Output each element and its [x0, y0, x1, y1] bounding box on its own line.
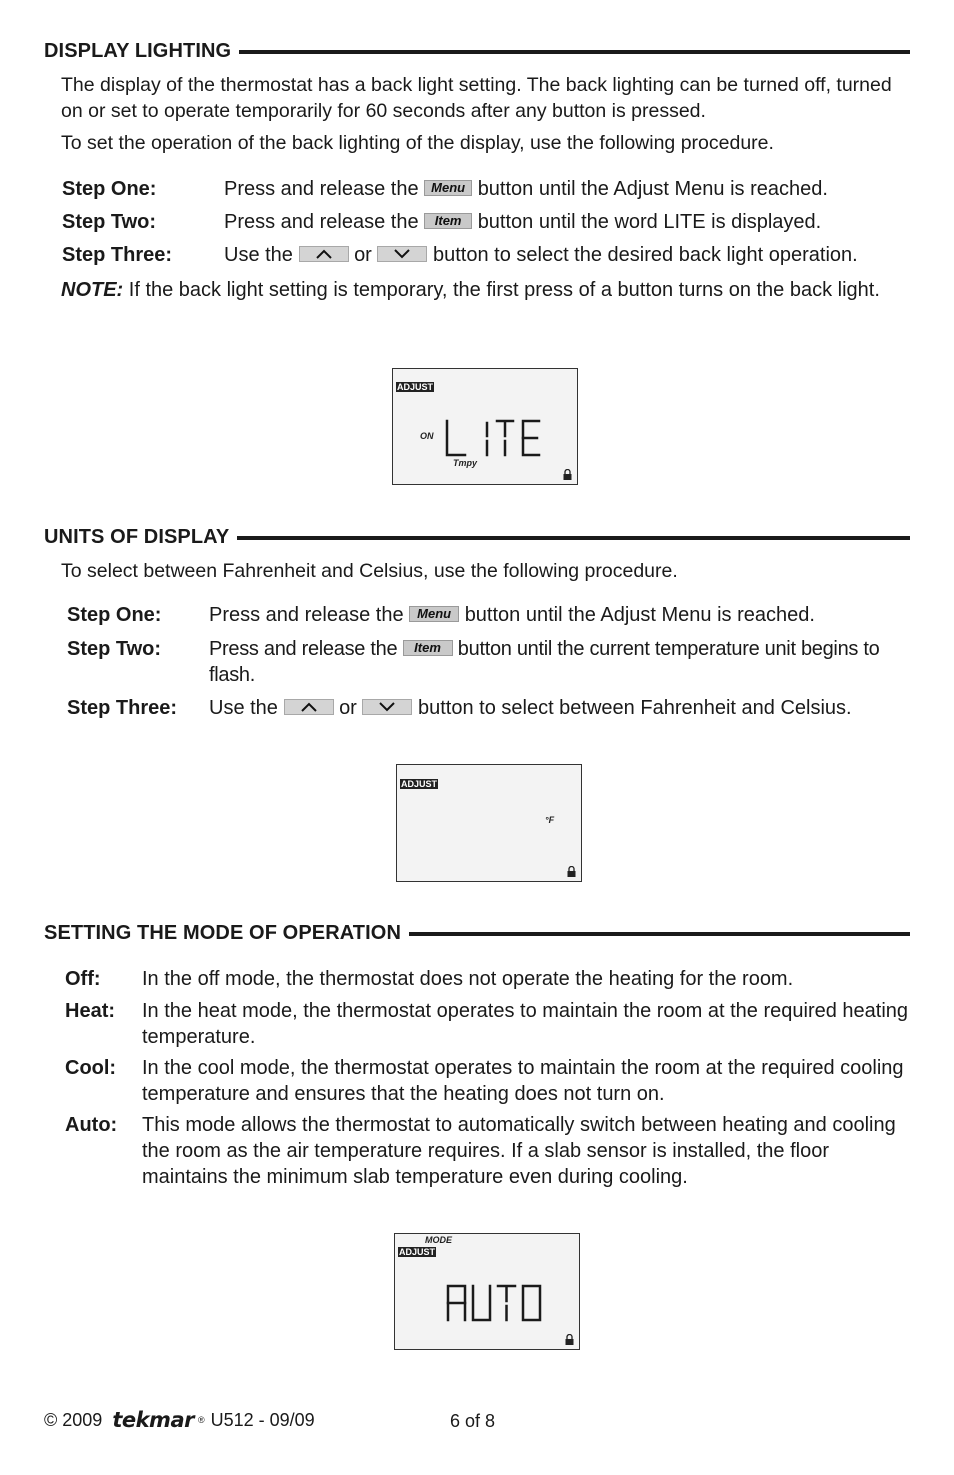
- step-text: [209, 695, 910, 721]
- step-text-pre: Press and release the: [224, 211, 419, 233]
- step-label: Step Three:: [62, 244, 173, 266]
- mode-cool: [65, 1055, 910, 1107]
- step-one: [62, 176, 910, 202]
- step-text-pre: Use the: [224, 244, 293, 266]
- item-key-icon: Item: [424, 213, 472, 229]
- paragraph: The display of the thermostat has a back light setting. The back lighting can be turned off, turned on or set to operate temporarily for 60 seconds after any button is pressed.: [61, 74, 892, 122]
- step-text-pre: Use the: [209, 697, 278, 719]
- step-text-post: button until the Adjust Menu is reached.: [464, 604, 815, 626]
- step-text-post: button until the current temperature unit begins to flash.: [209, 638, 880, 686]
- mode-label: Cool:: [65, 1057, 117, 1079]
- step-text-post: button until the Adjust Menu is reached.: [477, 178, 828, 200]
- step-two: [67, 636, 910, 688]
- step-one: [67, 602, 910, 628]
- paragraph: To select between Fahrenheit and Celsius, use the following procedure.: [61, 560, 678, 582]
- step-label: Step One:: [62, 178, 157, 200]
- auto-segment-text: [445, 1284, 545, 1322]
- down-arrow-key-icon: [362, 699, 412, 715]
- step-text: [224, 209, 910, 235]
- mode-text: In the off mode, the thermostat does not operate the heating for the room.: [142, 968, 794, 990]
- mode-auto: [65, 1112, 910, 1190]
- step-text: [224, 176, 910, 202]
- step-label: Step One:: [67, 604, 162, 626]
- step-text: [224, 242, 914, 268]
- step-label: Step Three:: [67, 697, 178, 719]
- step-label: Step Two:: [62, 211, 157, 233]
- footer: [44, 1408, 315, 1432]
- mode-label: Auto:: [65, 1114, 118, 1136]
- lock-icon: [567, 866, 576, 877]
- step-text-pre: Press and release the: [224, 178, 419, 200]
- step-text-post: button to select the desired back light operation.: [432, 244, 858, 266]
- copyright: © 2009: [44, 1409, 103, 1430]
- note: [61, 277, 910, 303]
- step-text-post: button until the word LITE is displayed.: [477, 211, 822, 233]
- step-text-or: or: [354, 244, 372, 266]
- section-header-display-lighting: [44, 40, 910, 63]
- step-three: [62, 242, 914, 268]
- step-text: [209, 636, 910, 688]
- section-title: DISPLAY LIGHTING: [44, 40, 232, 62]
- mode-indicator: MODE: [425, 1235, 452, 1245]
- menu-key-icon: Menu: [424, 180, 472, 196]
- lcd-display-auto: [394, 1233, 580, 1350]
- section-title: UNITS OF DISPLAY: [44, 526, 230, 548]
- step-text: [209, 602, 910, 628]
- on-indicator: ON: [420, 431, 434, 441]
- lock-icon: [565, 1334, 574, 1345]
- step-text-pre: Press and release the: [209, 604, 404, 626]
- step-label: Step Two:: [67, 638, 162, 660]
- step-text-pre: Press and release the: [209, 638, 398, 660]
- up-arrow-key-icon: [284, 699, 334, 715]
- paragraph: To set the operation of the back lighting of the display, use the following procedure.: [61, 132, 774, 154]
- section-title: SETTING THE MODE OF OPERATION: [44, 922, 401, 944]
- registered-mark: ®: [197, 1415, 205, 1425]
- mode-off: [65, 966, 910, 992]
- mode-label: Heat:: [65, 1000, 116, 1022]
- step-two: [62, 209, 910, 235]
- section-rule: [409, 932, 910, 936]
- tmpy-indicator: Tmpy: [453, 458, 478, 468]
- up-arrow-key-icon: [299, 246, 349, 262]
- mode-heat: [65, 998, 910, 1050]
- page-number: 6 of 8: [450, 1411, 496, 1431]
- fahrenheit-indicator: °F: [545, 815, 555, 825]
- mode-text: In the heat mode, the thermostat operates to maintain the room at the required heating temperature.: [142, 1000, 909, 1048]
- down-arrow-key-icon: [377, 246, 427, 262]
- adjust-indicator: ADJUST: [399, 1247, 436, 1257]
- doc-number: U512 - 09/09: [210, 1409, 315, 1430]
- note-label: NOTE:: [61, 279, 124, 301]
- section-rule: [237, 536, 910, 540]
- section-rule: [239, 50, 910, 54]
- lcd-display-units: [396, 764, 582, 882]
- mode-label: Off:: [65, 968, 101, 990]
- menu-key-icon: Menu: [409, 606, 459, 622]
- adjust-indicator: ADJUST: [401, 779, 438, 789]
- lock-icon: [563, 469, 572, 480]
- adjust-indicator: ADJUST: [397, 382, 434, 392]
- tekmar-logo: tekmar: [112, 1408, 194, 1432]
- section-header-mode-of-operation: [44, 922, 910, 945]
- mode-text: This mode allows the thermostat to automatically switch between heating and cooling the room as the air temperature requires. If a slab sensor is installed, the floor maintains the minimum slab temperature even during cooling.: [142, 1114, 896, 1188]
- step-three: [67, 695, 910, 721]
- step-text-post: button to select between Fahrenheit and Celsius.: [417, 697, 852, 719]
- lite-segment-text: [443, 419, 543, 459]
- item-key-icon: Item: [403, 640, 453, 656]
- lcd-display-lite: [392, 368, 578, 485]
- mode-text: In the cool mode, the thermostat operates to maintain the room at the required cooling temperature and ensures that the heating does not turn on.: [142, 1057, 904, 1105]
- step-text-or: or: [339, 697, 357, 719]
- section-header-units-of-display: [44, 526, 910, 549]
- note-text: If the back light setting is temporary, the first press of a button turns on the back light.: [128, 279, 880, 301]
